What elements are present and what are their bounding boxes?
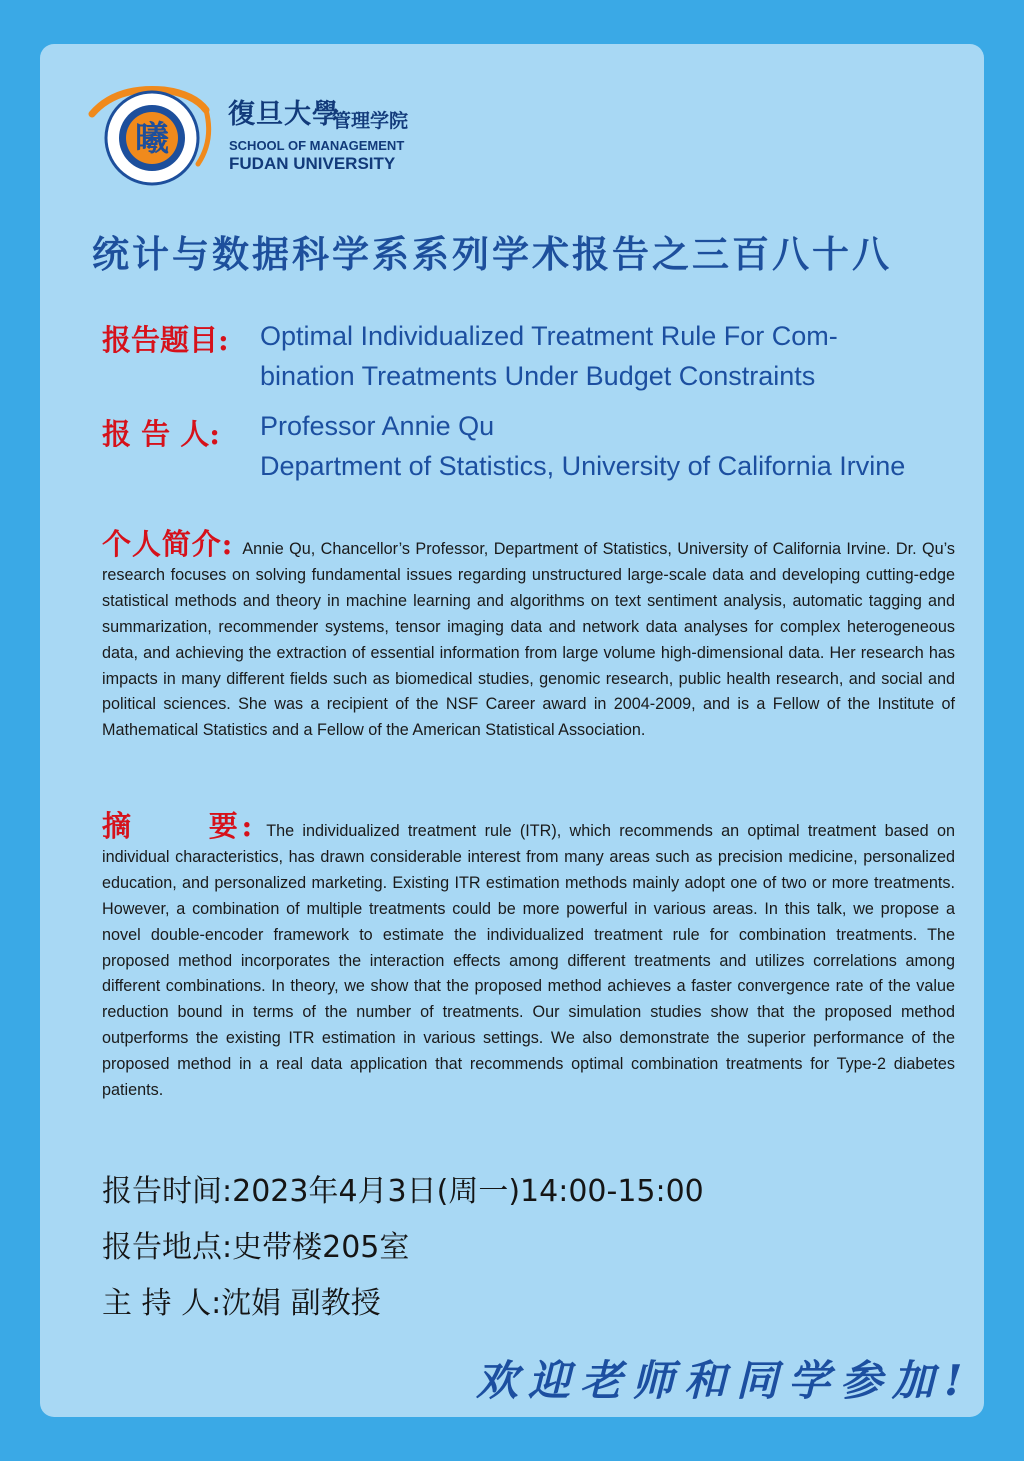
abstract-label: 摘 要:: [102, 809, 253, 843]
talk-host: 主 持 人:沈娟 副教授: [102, 1286, 381, 1321]
speaker-label: 报 告 人:: [102, 417, 220, 451]
abstract-paragraph: [102, 809, 955, 1104]
speaker-affiliation: Department of Statistics, University of California Irvine: [260, 451, 906, 481]
speaker-name: Professor Annie Qu: [260, 411, 495, 441]
welcome-message: 欢迎老师和同学参加!: [476, 1356, 973, 1405]
topic-line-1: Optimal Individualized Treatment Rule For Com-: [260, 321, 838, 351]
poster-title: 统计与数据科学系系列学术报告之三百八十八: [92, 233, 892, 276]
university-name-en: FUDAN UNIVERSITY: [229, 154, 396, 173]
topic-label: 报告题目:: [102, 323, 229, 357]
abstract-text: The individualized treatment rule (ITR), which recommends an optimal treatment based on individual characteristics, has drawn considerable interest from many areas such as precision medicine, personalized education, and personalized marketing. Existing ITR estimation methods mainly adopt one of two or more treatments. However, a combination of multiple treatments could be more powerful in various areas. In this talk, we propose a novel double-encoder framework to estimate the individualized treatment rule for combination treatments. The proposed method incorporates the interaction effects among different treatments and utilizes correlations among different combinations. In theory, we show that the proposed method achieves a faster convergence rate of the value reduction bound in terms of the number of treatments. Our simulation studies show that the proposed method outperforms the existing ITR estimation in various settings. We also demonstrate the superior performance of the proposed method in a real data application that recommends optimal combination treatments for Type-2 diabetes patients.: [102, 822, 955, 1100]
school-name-en: SCHOOL OF MANAGEMENT: [229, 138, 405, 153]
university-name-cn: 復旦大學: [228, 99, 340, 130]
bio-paragraph: [102, 527, 955, 744]
bio-label: 个人简介:: [102, 527, 233, 561]
school-name-cn: 管理学院: [332, 111, 409, 132]
svg-text:曦: 曦: [135, 119, 169, 159]
talk-time: 报告时间:2023年4月3日(周一)14:00-15:00: [102, 1174, 704, 1209]
fudan-management-logo: [86, 80, 226, 190]
talk-location: 报告地点:史带楼205室: [102, 1230, 410, 1265]
bio-text: Annie Qu, Chancellor’s Professor, Department of Statistics, University of California Irvine. Dr. Qu’s research focuses on solving fundamental issues regarding unstructured large-scale data and developing cutting-edge statistical methods and theory in machine learning and algorithms on text sentiment analysis, automatic tagging and summarization, recommender systems, tensor imaging data and network data analyses for complex heterogeneous data, and achieving the extraction of essential information from large volume high-dimensional data. Her research has impacts in many different fields such as biomedical studies, genomic research, public health research, and social and political sciences. She was a recipient of the NSF Career award in 2004-2009, and is a Fellow of the Institute of Mathematical Statistics and a Fellow of the American Statistical Association.: [102, 540, 955, 740]
topic-line-2: bination Treatments Under Budget Constraints: [260, 361, 816, 391]
